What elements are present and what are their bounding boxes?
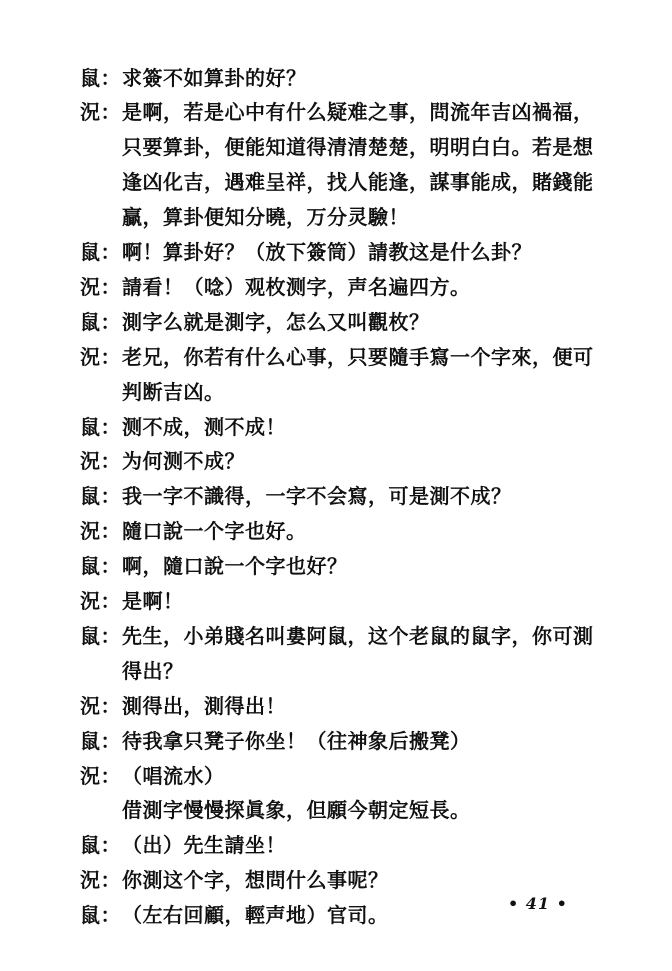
speaker-label: 鼠： — [80, 833, 121, 858]
speaker-label: 鼠： — [80, 623, 121, 648]
dialogue-line — [0, 442, 672, 478]
dialogue-text: 先生，小弟賤名叫婁阿鼠，这个老鼠的鼠字，你可測 — [122, 623, 594, 648]
dialogue-line — [0, 302, 672, 338]
dialogue-text: 测不成，测不成！ — [122, 414, 286, 439]
dialogue-text: （出）先生請坐！ — [122, 833, 286, 858]
dialogue-line — [0, 582, 672, 618]
dialogue-line — [0, 337, 672, 373]
dialogue-text: （唱流水） — [122, 763, 225, 788]
dialogue-line — [0, 163, 672, 199]
dialogue-text: 贏，算卦便知分曉，万分灵驗！ — [122, 205, 409, 230]
dialogue-text: 老兄，你若有什么心事，只要隨手寫一个字來，便可 — [122, 344, 594, 369]
speaker-label: 況： — [80, 449, 121, 474]
speaker-label: 鼠： — [80, 414, 121, 439]
speaker-label: 況： — [80, 519, 121, 544]
dialogue-text: 逢凶化吉，遇难呈祥，找人能逢，謀事能成，賭錢能 — [122, 170, 594, 195]
speaker-label: 鼠： — [80, 484, 121, 509]
dialogue-line — [0, 896, 672, 932]
dialogue-text: 測字么就是測字，怎么又叫觀枚？ — [122, 309, 430, 334]
dialogue-line — [0, 826, 672, 862]
dialogue-text: 得出？ — [122, 658, 184, 683]
speaker-label: 況： — [80, 693, 121, 718]
speaker-label: 鼠： — [80, 240, 121, 264]
dialogue-text: 是啊！ — [122, 589, 184, 613]
speaker-label: 鼠： — [80, 903, 121, 928]
dialogue-line — [0, 407, 672, 443]
dialogue-text: 为何测不成？ — [122, 449, 245, 474]
dialogue-text: 只要算卦，便能知道得清清楚楚，明明白白。若是想 — [122, 135, 594, 160]
speaker-label: 況： — [80, 100, 121, 125]
dialogue-text: 隨口說一个字也好。 — [122, 519, 307, 544]
dialogue-line — [0, 512, 672, 548]
speaker-label: 況： — [80, 344, 121, 369]
dialogue-line — [0, 756, 672, 792]
speaker-label: 況： — [80, 274, 121, 299]
dialogue-text: 是啊，若是心中有什么疑难之事，問流年吉凶禍福， — [122, 100, 594, 125]
dialogue-line — [0, 128, 672, 164]
dialogue-line — [0, 791, 672, 827]
dialogue-line — [0, 477, 672, 513]
dialogue-line — [0, 616, 672, 652]
dialogue-text: 啊！算卦好？（放下簽筒）請教这是什么卦？ — [122, 240, 532, 264]
dialogue-line — [0, 58, 672, 94]
dialogue-line — [0, 372, 672, 408]
page-number: • 41 • — [508, 894, 568, 913]
dialogue-text: （左右回顧，輕声地）官司。 — [122, 903, 389, 928]
speaker-label: 鼠： — [80, 309, 121, 334]
dialogue-text: 測得出，測得出！ — [122, 693, 286, 718]
dialogue-text: 待我拿只凳子你坐！（往神象后搬凳） — [122, 728, 471, 753]
dialogue-text: 啊，隨口說一个字也好？ — [122, 554, 348, 579]
dialogue-line — [0, 651, 672, 687]
dialogue-text: 判断吉凶。 — [122, 379, 225, 404]
speaker-label: 況： — [80, 589, 121, 613]
speaker-label: 鼠： — [80, 65, 121, 90]
speaker-label: 況： — [80, 868, 121, 893]
dialogue-text: 你測这个字，想問什么事呢？ — [122, 868, 389, 893]
dialogue-line — [0, 233, 672, 269]
dialogue-text: 借測字慢慢探眞象，但願今朝定短長。 — [122, 798, 471, 823]
dialogue-line — [0, 721, 672, 757]
speaker-label: 況： — [80, 763, 121, 788]
dialogue-line — [0, 686, 672, 722]
dialogue-line — [0, 198, 672, 234]
speaker-label: 鼠： — [80, 554, 121, 579]
dialogue-text: 請看！（唸）观枚测字，声名遍四方。 — [122, 274, 471, 299]
dialogue-text: 求簽不如算卦的好？ — [122, 65, 307, 90]
dialogue-line — [0, 93, 672, 129]
speaker-label: 鼠： — [80, 728, 121, 753]
dialogue-line — [0, 547, 672, 583]
dialogue-text: 我一字不識得，一字不会寫，可是測不成？ — [122, 484, 512, 509]
dialogue-line — [0, 861, 672, 897]
dialogue-line — [0, 267, 672, 303]
